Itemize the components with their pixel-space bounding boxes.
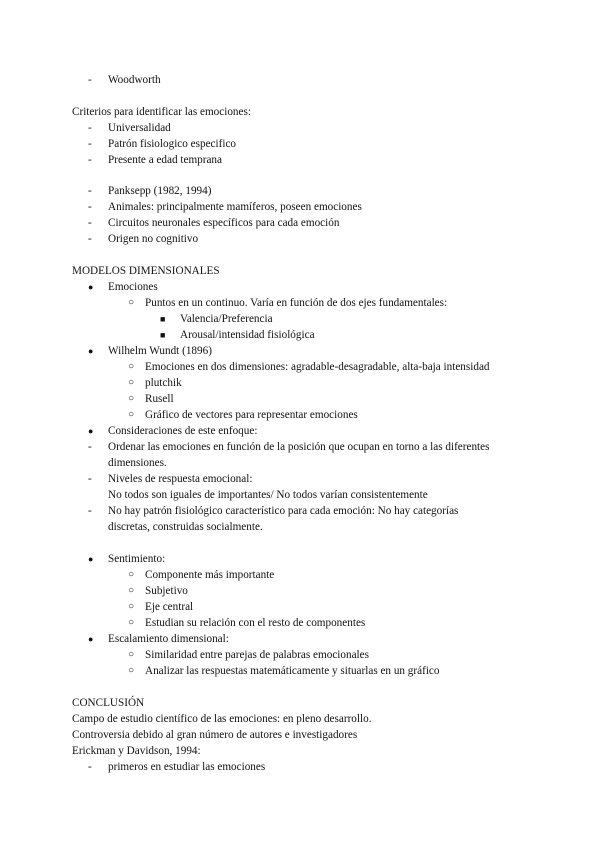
list-item [0,152,592,168]
line-text: Ordenar las emociones en función de la posición que ocupan en torno a las diferentes [108,441,490,453]
line-text: dimensiones. [108,457,167,469]
line-text: Erickman y Davidson, 1994: [72,745,201,757]
line-text: Arousal/intensidad fisiológica [180,329,315,341]
line-text: Patrón fisiologico especifico [108,138,237,150]
circle-marker: ○ [128,297,135,308]
circle-marker: ○ [128,377,135,388]
section-heading-conclusion [0,695,592,711]
line-text: Eje central [145,601,194,613]
line-woodworth [0,72,592,88]
circle-marker: ○ [128,601,135,612]
line-text: Presente a edad temprana [108,154,222,166]
line-text: No hay patrón fisiológico característico para cada emoción: No hay categorías [108,505,459,517]
dash-marker: - [88,74,92,86]
list-item [0,279,592,295]
line-text: Animales: principalmente mamíferos, poseen emociones [108,201,362,213]
dash-marker: - [88,185,92,197]
line-text: No todos son iguales de importantes/ No todos varían consistentemente [108,489,428,501]
circle-marker: ○ [128,569,135,580]
line-text: primeros en estudiar las emociones [108,761,266,773]
dash-marker: - [88,473,92,485]
bullet-marker: ● [88,634,94,644]
circle-marker: ○ [128,409,135,420]
list-item [0,551,592,567]
dash-marker: - [88,122,92,134]
line-text: Emociones [108,281,158,293]
list-item [0,423,592,439]
dash-marker: - [88,138,92,150]
paragraph-line [0,743,592,759]
line-text: Similaridad entre parejas de palabras emocionales [145,649,369,661]
line-text: CONCLUSIÓN [72,697,145,709]
list-item [0,631,592,647]
line-text: Gráfico de vectores para representar emociones [145,409,358,421]
list-item [0,343,592,359]
line-text: Componente más importante [145,569,275,581]
bullet-marker: ● [88,426,94,436]
line-text: Controversia debido al gran número de autores e investigadores [72,729,358,741]
dash-marker: - [88,154,92,166]
bullet-marker: ● [88,346,94,356]
circle-marker: ○ [128,361,135,372]
list-item [0,199,592,215]
section-heading-modelos [0,263,592,279]
list-item [0,295,592,311]
line-text: Estudian su relación con el resto de componentes [145,617,366,629]
list-item [0,311,592,327]
dash-marker: - [88,233,92,245]
dash-marker: - [88,217,92,229]
list-item [0,567,592,583]
list-item [0,231,592,247]
list-item [0,215,592,231]
list-item [0,359,592,375]
list-item [0,615,592,631]
line-text: Analizar las respuestas matemáticamente y situarlas en un gráfico [145,665,440,677]
line-text: Criterios para identificar las emociones: [72,106,251,118]
square-marker: ■ [160,314,166,324]
paragraph-line [0,711,592,727]
list-item [0,663,592,679]
line-text: Escalamiento dimensional: [108,633,229,645]
list-item-continuation [0,455,592,471]
line-text: Origen no cognitivo [108,233,199,245]
square-marker: ■ [160,330,166,340]
circle-marker: ○ [128,393,135,404]
list-item-continuation [0,519,592,535]
list-item [0,391,592,407]
list-item [0,647,592,663]
list-item [0,599,592,615]
line-text: Rusell [145,393,174,405]
list-item [0,759,592,775]
dash-marker: - [88,441,92,453]
line-text: Campo de estudio científico de las emociones: en pleno desarrollo. [72,713,372,725]
line-text: plutchik [145,377,182,389]
line-text: Niveles de respuesta emocional: [108,473,253,485]
list-item [0,136,592,152]
section-heading-criterios [0,104,592,120]
circle-marker: ○ [128,649,135,660]
list-item [0,120,592,136]
line-text: Circuitos neuronales específicos para cada emoción [108,217,340,229]
dash-marker: - [88,505,92,517]
list-item [0,327,592,343]
line-text: Emociones en dos dimensiones: agradable-desagradable, alta-baja intensidad [145,361,490,373]
circle-marker: ○ [128,585,135,596]
line-text: Consideraciones de este enfoque: [108,425,258,437]
line-text: Sentimiento: [108,553,166,565]
list-item [0,583,592,599]
line-text: discretas, construidas socialmente. [108,521,263,533]
list-item [0,471,592,487]
dash-marker: - [88,201,92,213]
line-text: Universalidad [108,122,171,134]
list-item [0,183,592,199]
bullet-marker: ● [88,554,94,564]
circle-marker: ○ [128,665,135,676]
dash-marker: - [88,761,92,773]
line-text: MODELOS DIMENSIONALES [72,265,220,277]
list-item [0,407,592,423]
list-item [0,503,592,519]
circle-marker: ○ [128,617,135,628]
line-text: Wilhelm Wundt (1896) [108,345,212,357]
list-item [0,375,592,391]
line-text: Woodworth [108,74,161,86]
list-item-continuation [0,487,592,503]
line-text: Valencia/Preferencia [180,313,273,325]
line-text: Puntos en un continuo. Varía en función de dos ejes fundamentales: [145,297,448,309]
line-text: Panksepp (1982, 1994) [108,185,212,197]
list-item [0,439,592,455]
paragraph-line [0,727,592,743]
bullet-marker: ● [88,282,94,292]
line-text: Subjetivo [145,585,188,597]
